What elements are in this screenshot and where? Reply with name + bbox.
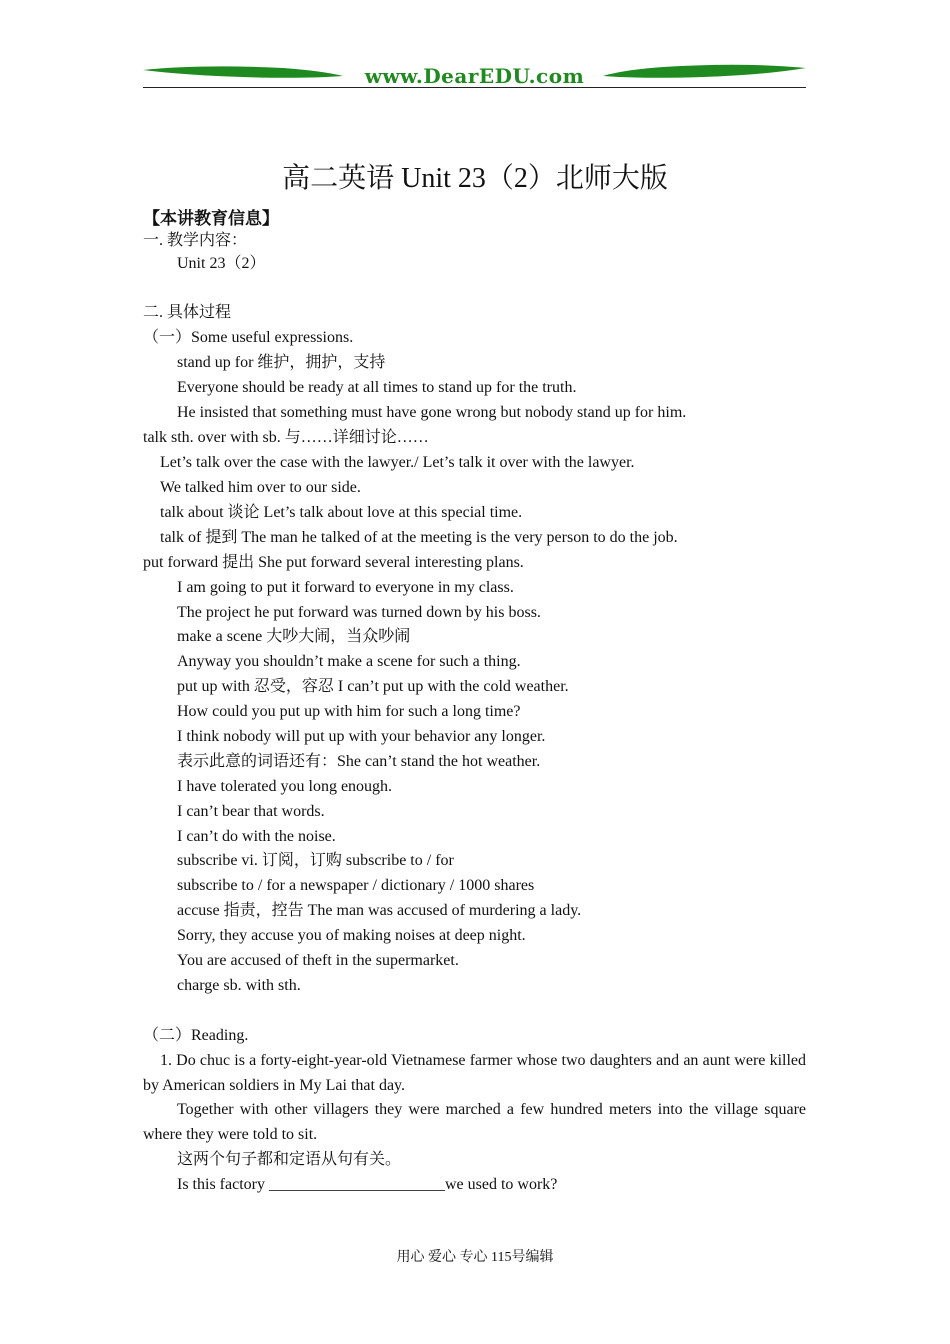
expression-line: charge sb. with sth. [177, 977, 301, 994]
reading-heading: （二）Reading. [143, 1027, 249, 1044]
expression-line: He insisted that something must have gone wrong but nobody stand up for him. [177, 404, 687, 421]
page-footer: 用心 爱心 专心 115号编辑 [396, 1250, 554, 1265]
expression-line: talk sth. over with sb. 与……详细讨论…… [143, 429, 429, 446]
reading-exercise: Is this factory ______________________we used to work? [177, 1176, 558, 1193]
expression-line: Sorry, they accuse you of making noises at deep night. [177, 927, 526, 944]
expression-line: make a scene 大吵大闹，当众吵闹 [177, 628, 411, 645]
header-divider [143, 87, 806, 88]
section-heading: 【本讲教育信息】 [143, 209, 279, 228]
part1-content: Unit 23（2） [177, 255, 266, 272]
expression-line: Anyway you shouldn’t make a scene for such a thing. [177, 653, 521, 670]
expression-line: 表示此意的词语还有：She can’t stand the hot weather. [177, 753, 541, 770]
expression-line: I have tolerated you long enough. [177, 778, 393, 795]
expression-line: stand up for 维护，拥护，支持 [177, 354, 386, 371]
site-header [143, 62, 806, 92]
document-title: 高二英语 Unit 23（2）北师大版 [282, 163, 668, 194]
reading-paragraph-1: 1. Do chuc is a forty-eight-year-old Vietnamese farmer whose two daughters and an aunt were killed by American soldiers in My Lai that day. [143, 1052, 806, 1094]
expression-line: The project he put forward was turned down by his boss. [177, 604, 541, 621]
expression-line: I can’t bear that words. [177, 803, 325, 820]
expression-line: You are accused of theft in the supermarket. [177, 952, 459, 969]
expression-line: accuse 指责，控告 The man was accused of murdering a lady. [177, 902, 582, 919]
expressions-heading: （一）Some useful expressions. [143, 329, 354, 346]
expression-line: I am going to put it forward to everyone in my class. [177, 579, 514, 596]
expression-line: talk about 谈论 Let’s talk about love at this special time. [160, 504, 523, 521]
expression-line: subscribe to / for a newspaper / dictionary / 1000 shares [177, 877, 535, 894]
part1-heading: 一. 教学内容： [143, 232, 248, 249]
expression-line: Everyone should be ready at all times to stand up for the truth. [177, 379, 577, 396]
expression-line: I can’t do with the noise. [177, 828, 336, 845]
part2-heading: 二. 具体过程 [143, 304, 232, 321]
expression-line: Let’s talk over the case with the lawyer./ Let’s talk it over with the lawyer. [160, 454, 635, 471]
site-logo-text: www.DearEDU.com [364, 64, 585, 88]
expression-line: I think nobody will put up with your behavior any longer. [177, 728, 546, 745]
expression-line: How could you put up with him for such a long time? [177, 703, 521, 720]
reading-paragraph-2: Together with other villagers they were marched a few hundred meters into the village square where they were told to sit. [143, 1101, 806, 1143]
expression-line: talk of 提到 The man he talked of at the meeting is the very person to do the job. [160, 529, 678, 546]
expression-line: put forward 提出 She put forward several interesting plans. [143, 554, 524, 571]
expression-line: We talked him over to our side. [160, 479, 361, 496]
expression-line: put up with 忍受，容忍 I can’t put up with the cold weather. [177, 678, 569, 695]
expression-line: subscribe vi. 订阅，订购 subscribe to / for [177, 852, 454, 869]
reading-note: 这两个句子都和定语从句有关。 [177, 1151, 402, 1168]
